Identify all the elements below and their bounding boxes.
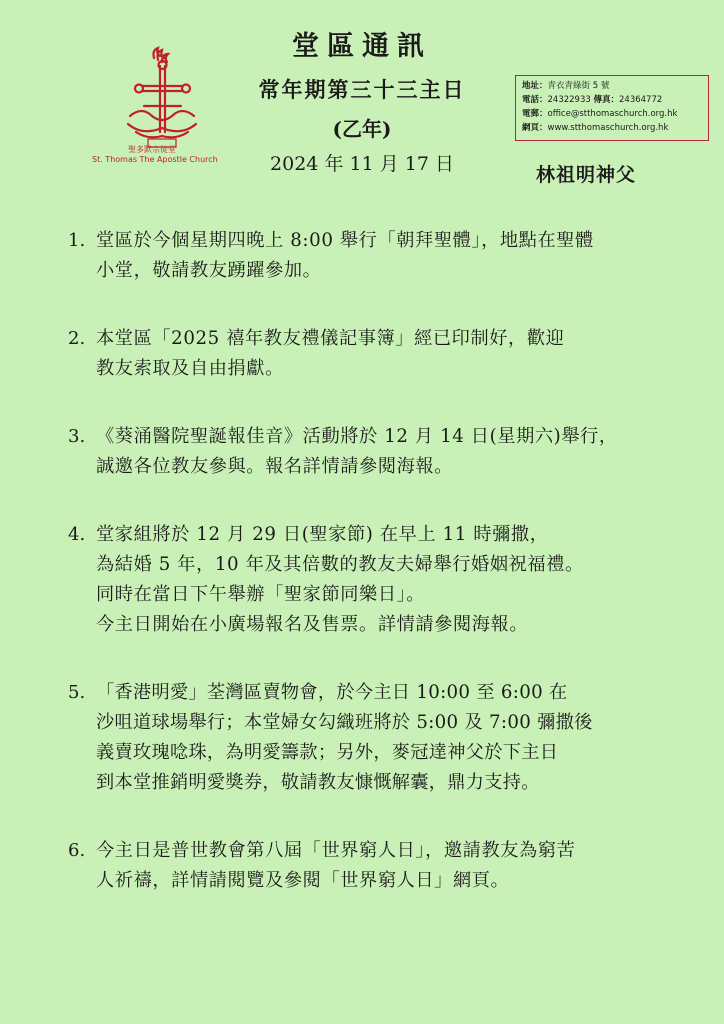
priest-name: 林祖明神父 [536,164,637,186]
item-text: 堂家組將於 12 月 29 日(聖家節) 在早上 11 時彌撒， 為結婚 5 年，10 年及其倍數的教友夫婦舉行婚姻祝福禮。 同時在當日下午舉辦「聖家節同樂日」。 今主日開始在小廣場報名及售票。詳情請參閱海報。 [96,524,584,635]
bulletin-date: 2024 年 11 月 17 日 [270,153,454,175]
item-text: 「香港明愛」荃灣區賣物會，於今主日 10:00 至 6:00 在 沙咀道球場舉行；本堂婦女勾織班將於 5:00 及 7:00 彌撒後 義賣玫瑰唸珠，為明愛籌款；另外，麥冠達神父於下主日 到本堂推銷明愛獎券，敬請教友慷慨解囊，鼎力支持。 [96,682,593,793]
item-number: 4. [68,524,86,545]
item-number: 1. [68,230,86,251]
contact-web [522,121,702,135]
list-item [68,520,708,640]
fax-value: 24364772 [619,95,663,105]
email-label: 電郵： [522,109,548,119]
item-number: 2. [68,328,86,349]
item-text: 本堂區「2025 禧年教友禮儀記事簿」經已印制好，歡迎 教友索取及自由捐獻。 [96,328,565,379]
email-value: office@stthomaschurch.org.hk [547,109,678,119]
item-number: 6. [68,840,86,861]
address-label: 地址： [522,81,548,91]
list-item [68,226,708,286]
phone-label: 電話： [522,95,548,105]
item-number: 3. [68,426,86,447]
item-number: 5. [68,682,86,703]
item-text: 《葵涌醫院聖誕報佳音》活動將於 12 月 14 日(星期六)舉行， 誠邀各位教友參與。報名詳情請參閱海報。 [96,426,618,477]
liturgical-sunday: 常年期第三十三主日 [258,77,466,102]
contact-address [522,79,702,93]
fax-label: 傳真： [593,95,619,105]
contact-email [522,107,702,121]
list-item [68,836,708,896]
contact-phone [522,93,702,107]
item-text: 今主日是普世教會第八屆「世界窮人日」，邀請教友為窮苦 人祈禱，詳情請閱覽及參閱「世界窮人日」網頁。 [96,840,576,891]
web-label: 網頁： [522,123,548,133]
phone-value: 24322933 [547,95,591,105]
list-item [68,422,708,482]
church-name-chinese: 聖多默宗徒堂 [128,145,176,154]
page-title: 堂區通訊 [292,31,432,62]
contact-box [515,75,709,141]
address-value: 青衣青綠街 5 號 [547,81,610,91]
item-text: 堂區於今個星期四晚上 8:00 舉行「朝拜聖體」，地點在聖體 小堂，敬請教友踴躍參加。 [96,230,594,281]
announcement-list [68,226,708,934]
list-item [68,678,708,798]
list-item [68,324,708,384]
church-name-english: St. Thomas The Apostle Church [92,155,218,164]
web-value: www.stthomaschurch.org.hk [547,123,669,133]
liturgical-year: (乙年) [332,117,392,141]
